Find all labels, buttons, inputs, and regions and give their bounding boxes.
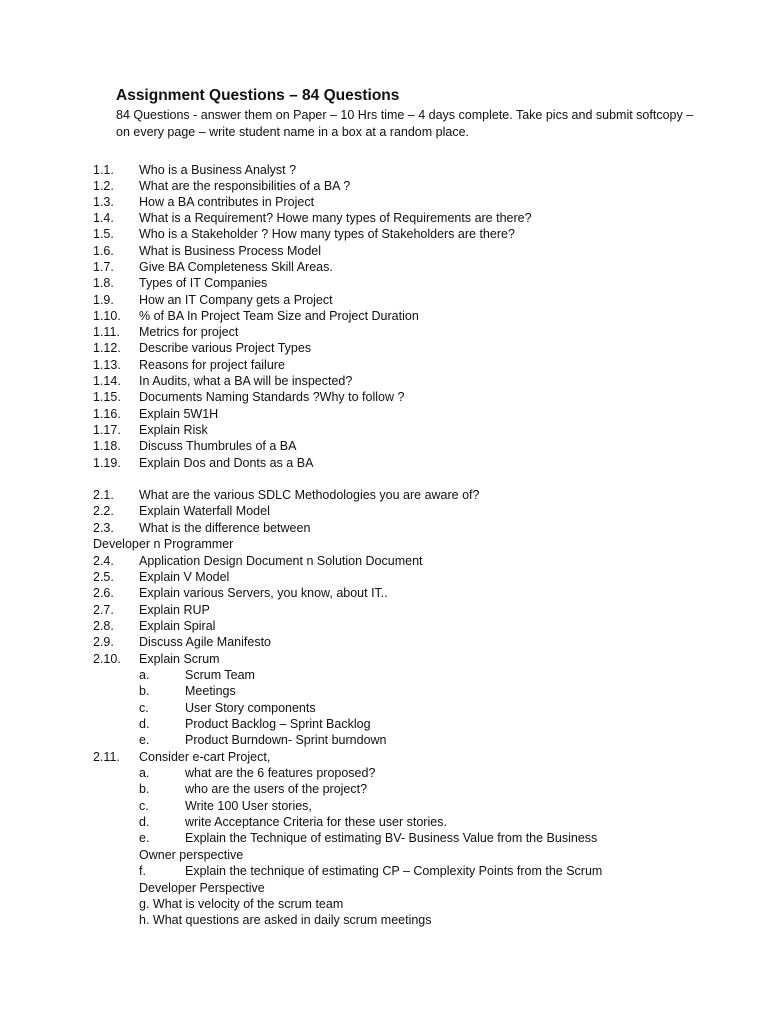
sub-item-letter: a. xyxy=(139,668,150,682)
item-number: 2.4. xyxy=(93,554,114,568)
page-title: Assignment Questions – 84 Questions xyxy=(116,87,400,104)
item-number: 1.17. xyxy=(93,423,121,437)
sub-item-text: h. What questions are asked in daily scrum meetings xyxy=(139,913,432,927)
sub-item-letter: a. xyxy=(139,766,150,780)
sub-item-letter: e. xyxy=(139,733,150,747)
item-text: Types of IT Companies xyxy=(139,276,268,290)
item-text: What is the difference between xyxy=(139,521,311,535)
sub-item-text: Meetings xyxy=(185,684,236,698)
sub-item-letter: b. xyxy=(139,684,150,698)
item-text: Explain Dos and Donts as a BA xyxy=(139,456,314,470)
item-number: 2.8. xyxy=(93,619,114,633)
item-number: 2.9. xyxy=(93,635,114,649)
item-number: 1.11. xyxy=(93,325,120,339)
sub-item-letter: c. xyxy=(139,799,149,813)
item-number: 2.6. xyxy=(93,586,114,600)
item-number: 1.19. xyxy=(93,456,121,470)
item-text: Explain Spiral xyxy=(139,619,216,633)
item-number: 1.9. xyxy=(93,293,114,307)
sub-item-letter: c. xyxy=(139,701,149,715)
sub-item-text: write Acceptance Criteria for these user stories. xyxy=(185,815,447,829)
sub-item-text: who are the users of the project? xyxy=(185,782,368,796)
item-text: What is a Requirement? Howe many types of Requirements are there? xyxy=(139,211,532,225)
item-text: What is Business Process Model xyxy=(139,244,322,258)
item-text: Explain Risk xyxy=(139,423,208,437)
item-text: Discuss Thumbrules of a BA xyxy=(139,439,297,453)
sub-item-text: Product Backlog – Sprint Backlog xyxy=(185,717,371,731)
item-text: Explain Waterfall Model xyxy=(139,504,270,518)
item-text: Consider e-cart Project, xyxy=(139,750,271,764)
item-text: What are the responsibilities of a BA ? xyxy=(139,179,351,193)
item-number: 1.10. xyxy=(93,309,121,323)
item-number: 1.16. xyxy=(93,407,121,421)
item-number: 1.2. xyxy=(93,179,114,193)
item-text: Explain 5W1H xyxy=(139,407,219,421)
item-number: 1.7. xyxy=(93,260,114,274)
sub-item-letter: d. xyxy=(139,717,150,731)
item-number: 2.5. xyxy=(93,570,114,584)
item-text: Explain Scrum xyxy=(139,652,220,666)
sub-item-letter: f. xyxy=(139,864,146,878)
item-number: 1.3. xyxy=(93,195,114,209)
item-text: How an IT Company gets a Project xyxy=(139,293,333,307)
item-number: 1.18. xyxy=(93,439,121,453)
item-text: Describe various Project Types xyxy=(139,341,312,355)
item-text: What are the various SDLC Methodologies you are aware of? xyxy=(139,488,480,502)
item-number: 1.15. xyxy=(93,390,121,404)
item-text: Reasons for project failure xyxy=(139,358,285,372)
sub-item-text: Explain the technique of estimating CP – Complexity Points from the Scrum xyxy=(185,864,603,878)
sub-item-text: Product Burndown- Sprint burndown xyxy=(185,733,387,747)
item-number: 2.2. xyxy=(93,504,114,518)
item-text: Explain V Model xyxy=(139,570,230,584)
item-number: 1.13. xyxy=(93,358,121,372)
item-number: 1.1. xyxy=(93,163,114,177)
instructions-paragraph: 84 Questions - answer them on Paper – 10 Hrs time – 4 days complete. Take pics and submit softcopy – on every page – write student name in a box at a random place. xyxy=(116,108,694,139)
item-text: Discuss Agile Manifesto xyxy=(139,635,272,649)
item-text: How a BA contributes in Project xyxy=(139,195,315,209)
item-text: Explain various Servers, you know, about IT.. xyxy=(139,586,388,600)
sub-item-text: Developer Perspective xyxy=(139,881,265,895)
item-text: Explain RUP xyxy=(139,603,210,617)
sub-item-text: Owner perspective xyxy=(139,848,244,862)
item-number: 2.10. xyxy=(93,652,121,666)
sub-item-text: User Story components xyxy=(185,701,316,715)
item-text: Developer n Programmer xyxy=(93,537,234,551)
item-text: Who is a Stakeholder ? How many types of Stakeholders are there? xyxy=(139,227,515,241)
sub-item-text: what are the 6 features proposed? xyxy=(185,766,376,780)
sub-item-text: Write 100 User stories, xyxy=(185,799,312,813)
sub-item-letter: d. xyxy=(139,815,150,829)
item-text: Metrics for project xyxy=(139,325,239,339)
sub-item-text: Explain the Technique of estimating BV- Business Value from the Business xyxy=(185,831,598,845)
sub-item-letter: e. xyxy=(139,831,150,845)
item-text: Give BA Completeness Skill Areas. xyxy=(139,260,333,274)
sub-item-text: Scrum Team xyxy=(185,668,255,682)
item-number: 1.12. xyxy=(93,341,121,355)
item-number: 2.3. xyxy=(93,521,114,535)
item-text: % of BA In Project Team Size and Project Duration xyxy=(139,309,419,323)
item-number: 1.6. xyxy=(93,244,114,258)
item-text: Documents Naming Standards ?Why to follow ? xyxy=(139,390,405,404)
item-text: Application Design Document n Solution Document xyxy=(139,554,423,568)
item-number: 1.5. xyxy=(93,227,114,241)
item-text: Who is a Business Analyst ? xyxy=(139,163,297,177)
sub-item-text: g. What is velocity of the scrum team xyxy=(139,897,344,911)
item-number: 2.1. xyxy=(93,488,114,502)
item-number: 2.11. xyxy=(93,750,120,764)
item-number: 1.8. xyxy=(93,276,114,290)
item-number: 1.4. xyxy=(93,211,114,225)
item-number: 2.7. xyxy=(93,603,114,617)
item-number: 1.14. xyxy=(93,374,121,388)
sub-item-letter: b. xyxy=(139,782,150,796)
item-text: In Audits, what a BA will be inspected? xyxy=(139,374,353,388)
